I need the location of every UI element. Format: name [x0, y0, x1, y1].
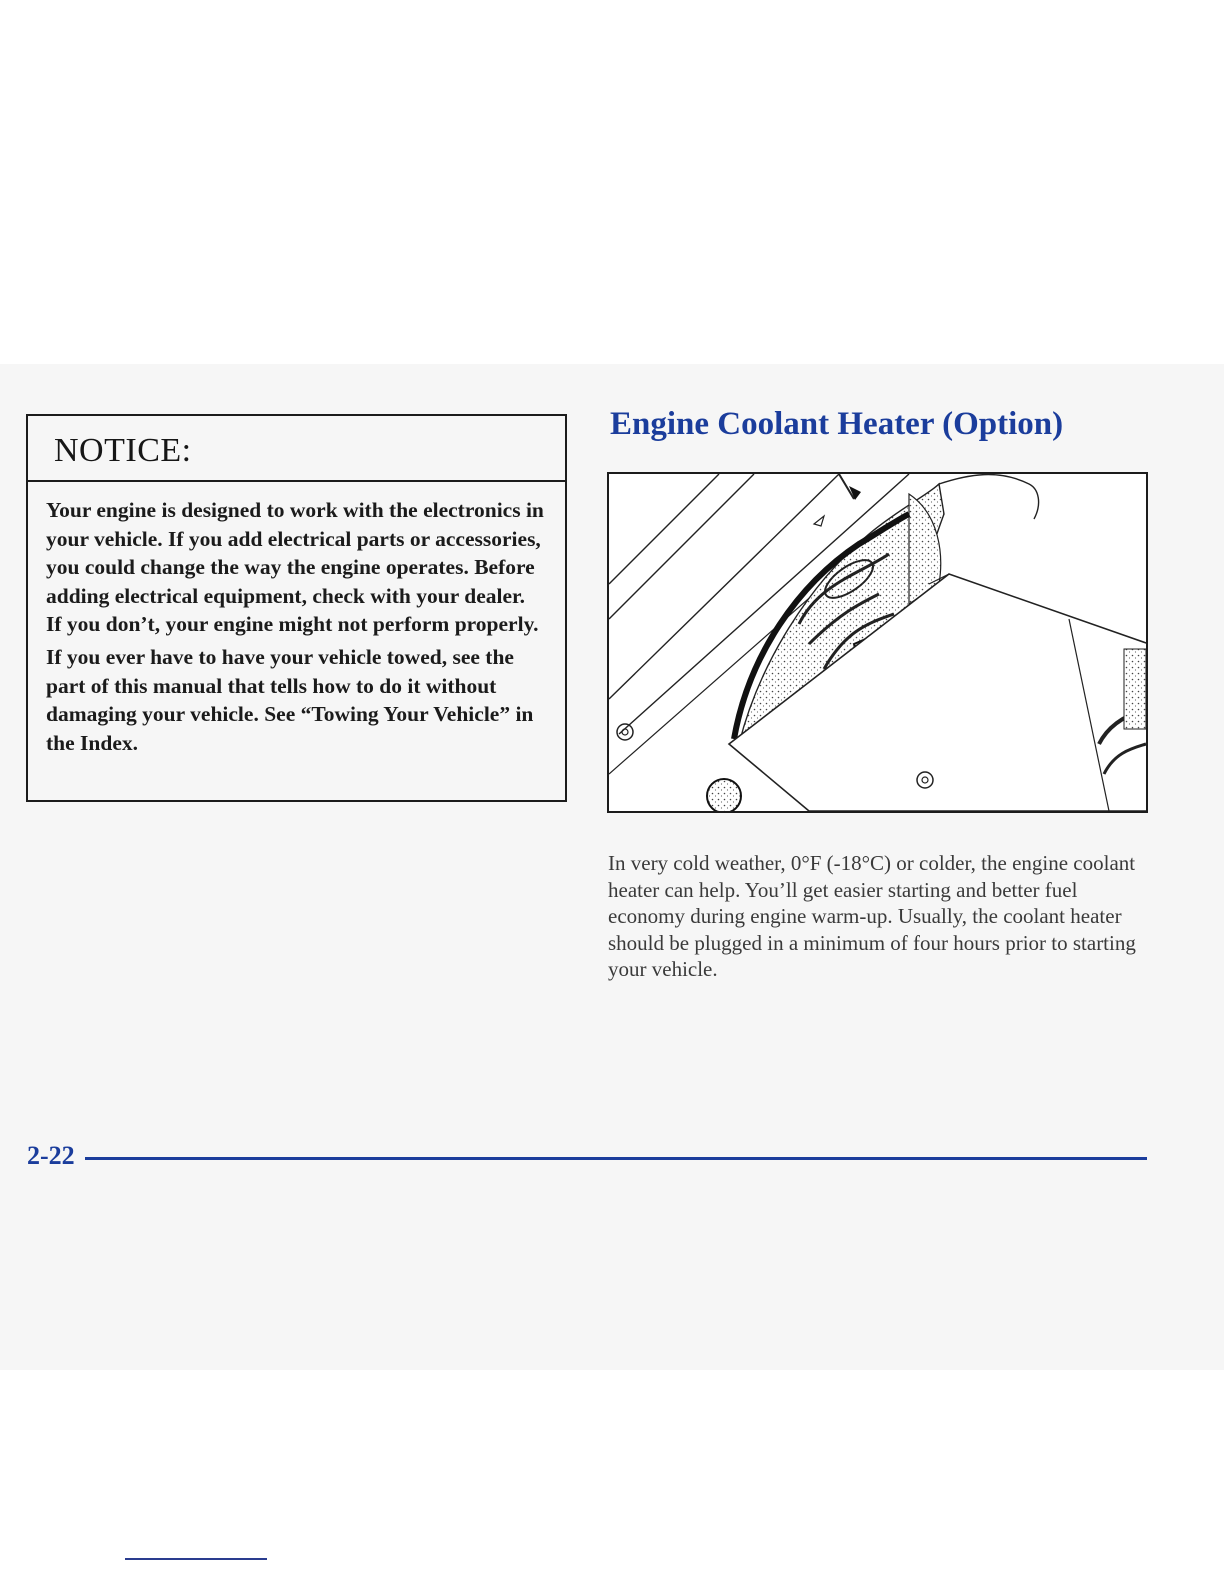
notice-title: NOTICE:: [54, 432, 192, 469]
engine-coolant-heater-illustration: [607, 472, 1148, 813]
footer-rule: [85, 1157, 1147, 1160]
notice-header: [28, 416, 565, 482]
notice-paragraph: Your engine is designed to work with the electronics in your vehicle. If you add electrical parts or accessories, you could change the way the engine operates. Before adding electrical equipment, check with your dealer. If you don’t, your engine might not perform properly.: [46, 498, 544, 637]
page-footer: [27, 1140, 1147, 1172]
notice-paragraph: If you ever have to have your vehicle towed, see the part of this manual that tells how to do it without damaging your vehicle. See “Towing Your Vehicle” in the Index.: [46, 644, 534, 755]
bottom-rule: [125, 1558, 267, 1560]
section-title: Engine Coolant Heater (Option): [610, 406, 1064, 442]
page-number: 2-22: [27, 1141, 75, 1170]
engine-heater-cord-icon: [609, 474, 1146, 811]
notice-body: [28, 482, 565, 757]
notice-box: [26, 414, 567, 802]
section-body-text: In very cold weather, 0°F (-18°C) or colder, the engine coolant heater can help. You’ll get easier starting and better fuel economy during engine warm-up. Usually, the coolant heater should be plugged in a minimum of four hours prior to starting your vehicle.: [608, 851, 1136, 982]
